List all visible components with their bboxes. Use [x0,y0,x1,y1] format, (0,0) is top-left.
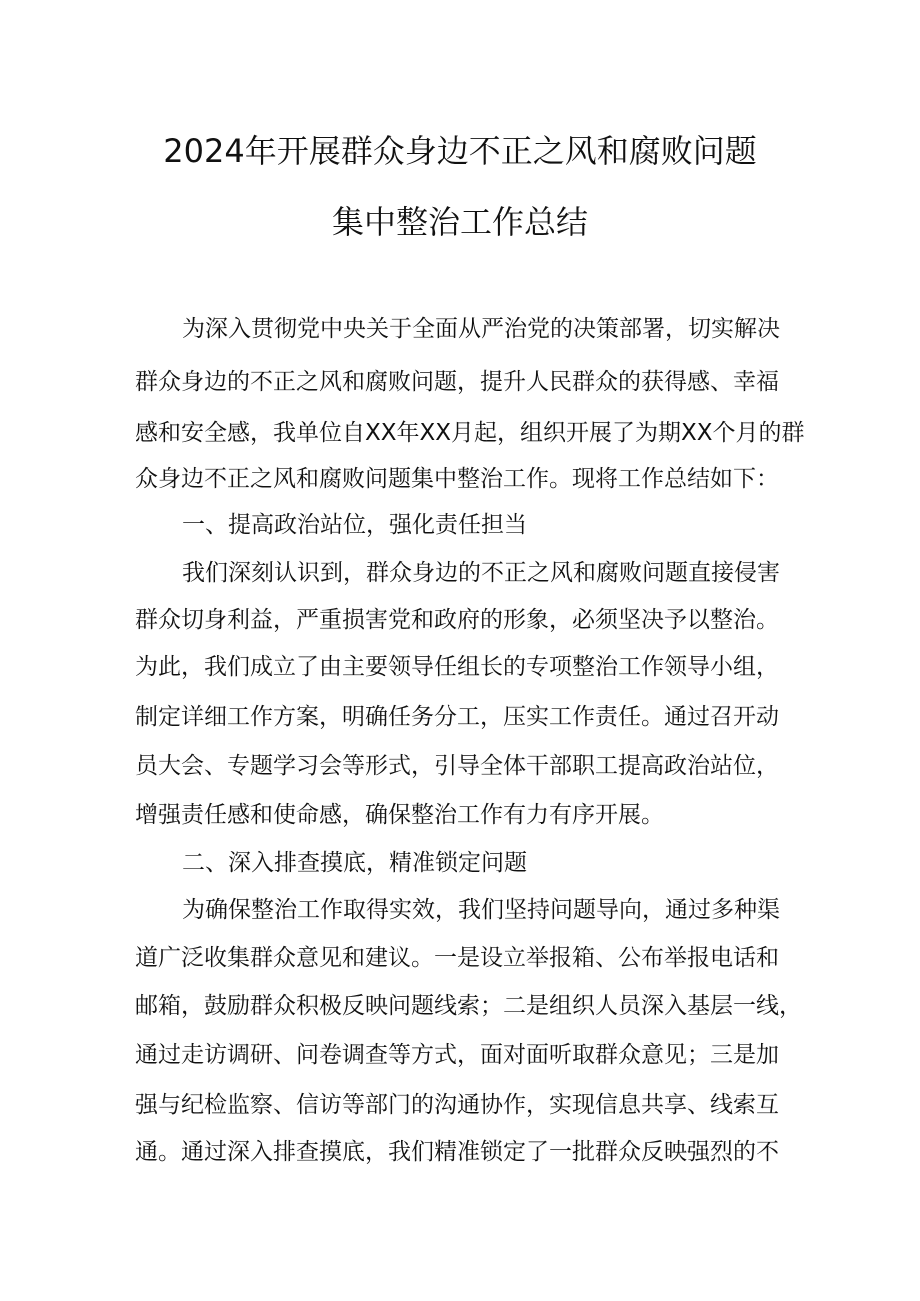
paragraph-1-line-3: 感和安全感，我单位自XX年XX月起，组织开展了为期XX个月的群 [135,420,805,446]
paragraph-3-line-1: 为确保整治工作取得实效，我们坚持问题导向，通过多种渠 [182,897,780,923]
paragraph-1-line-2: 群众身边的不正之风和腐败问题，提升人民群众的获得感、幸福 [135,369,779,395]
paragraph-1-line-1: 为深入贯彻党中央关于全面从严治党的决策部署，切实解决 [182,316,780,342]
paragraph-3-line-2: 道广泛收集群众意见和建议。一是设立举报箱、公布举报电话和 [135,945,779,971]
paragraph-2-line-5: 员大会、专题学习会等形式，引导全体干部职工提高政治站位， [135,753,779,779]
paragraph-3-line-4: 通过走访调研、问卷调查等方式，面对面听取群众意见；三是加 [135,1042,779,1068]
paragraph-2-line-3: 为此，我们成立了由主要领导任组长的专项整治工作领导小组， [135,654,779,680]
paragraph-1-line-4: 众身边不正之风和腐败问题集中整治工作。现将工作总结如下： [135,466,779,492]
document-title-line-2: 集中整治工作总结 [331,203,588,241]
paragraph-3-line-5: 强与纪检监察、信访等部门的沟通协作，实现信息共享、线索互 [135,1092,779,1118]
paragraph-3-line-6: 通。通过深入排查摸底，我们精准锁定了一批群众反映强烈的不 [135,1139,779,1165]
paragraph-2-line-2: 群众切身利益，严重损害党和政府的形象，必须坚决予以整治。 [135,607,779,633]
paragraph-2-line-1: 我们深刻认识到，群众身边的不正之风和腐败问题直接侵害 [182,560,780,586]
section-heading-2: 二、深入排查摸底，精准锁定问题 [182,850,527,876]
document-title-line-1: 2024年开展群众身边不正之风和腐败问题 [163,132,757,170]
paragraph-2-line-4: 制定详细工作方案，明确任务分工，压实工作责任。通过召开动 [135,704,779,730]
section-heading-1: 一、提高政治站位，强化责任担当 [182,512,527,538]
paragraph-3-line-3: 邮箱，鼓励群众积极反映问题线索；二是组织人员深入基层一线， [135,993,802,1019]
paragraph-2-line-6: 增强责任感和使命感，确保整治工作有力有序开展。 [135,802,664,828]
